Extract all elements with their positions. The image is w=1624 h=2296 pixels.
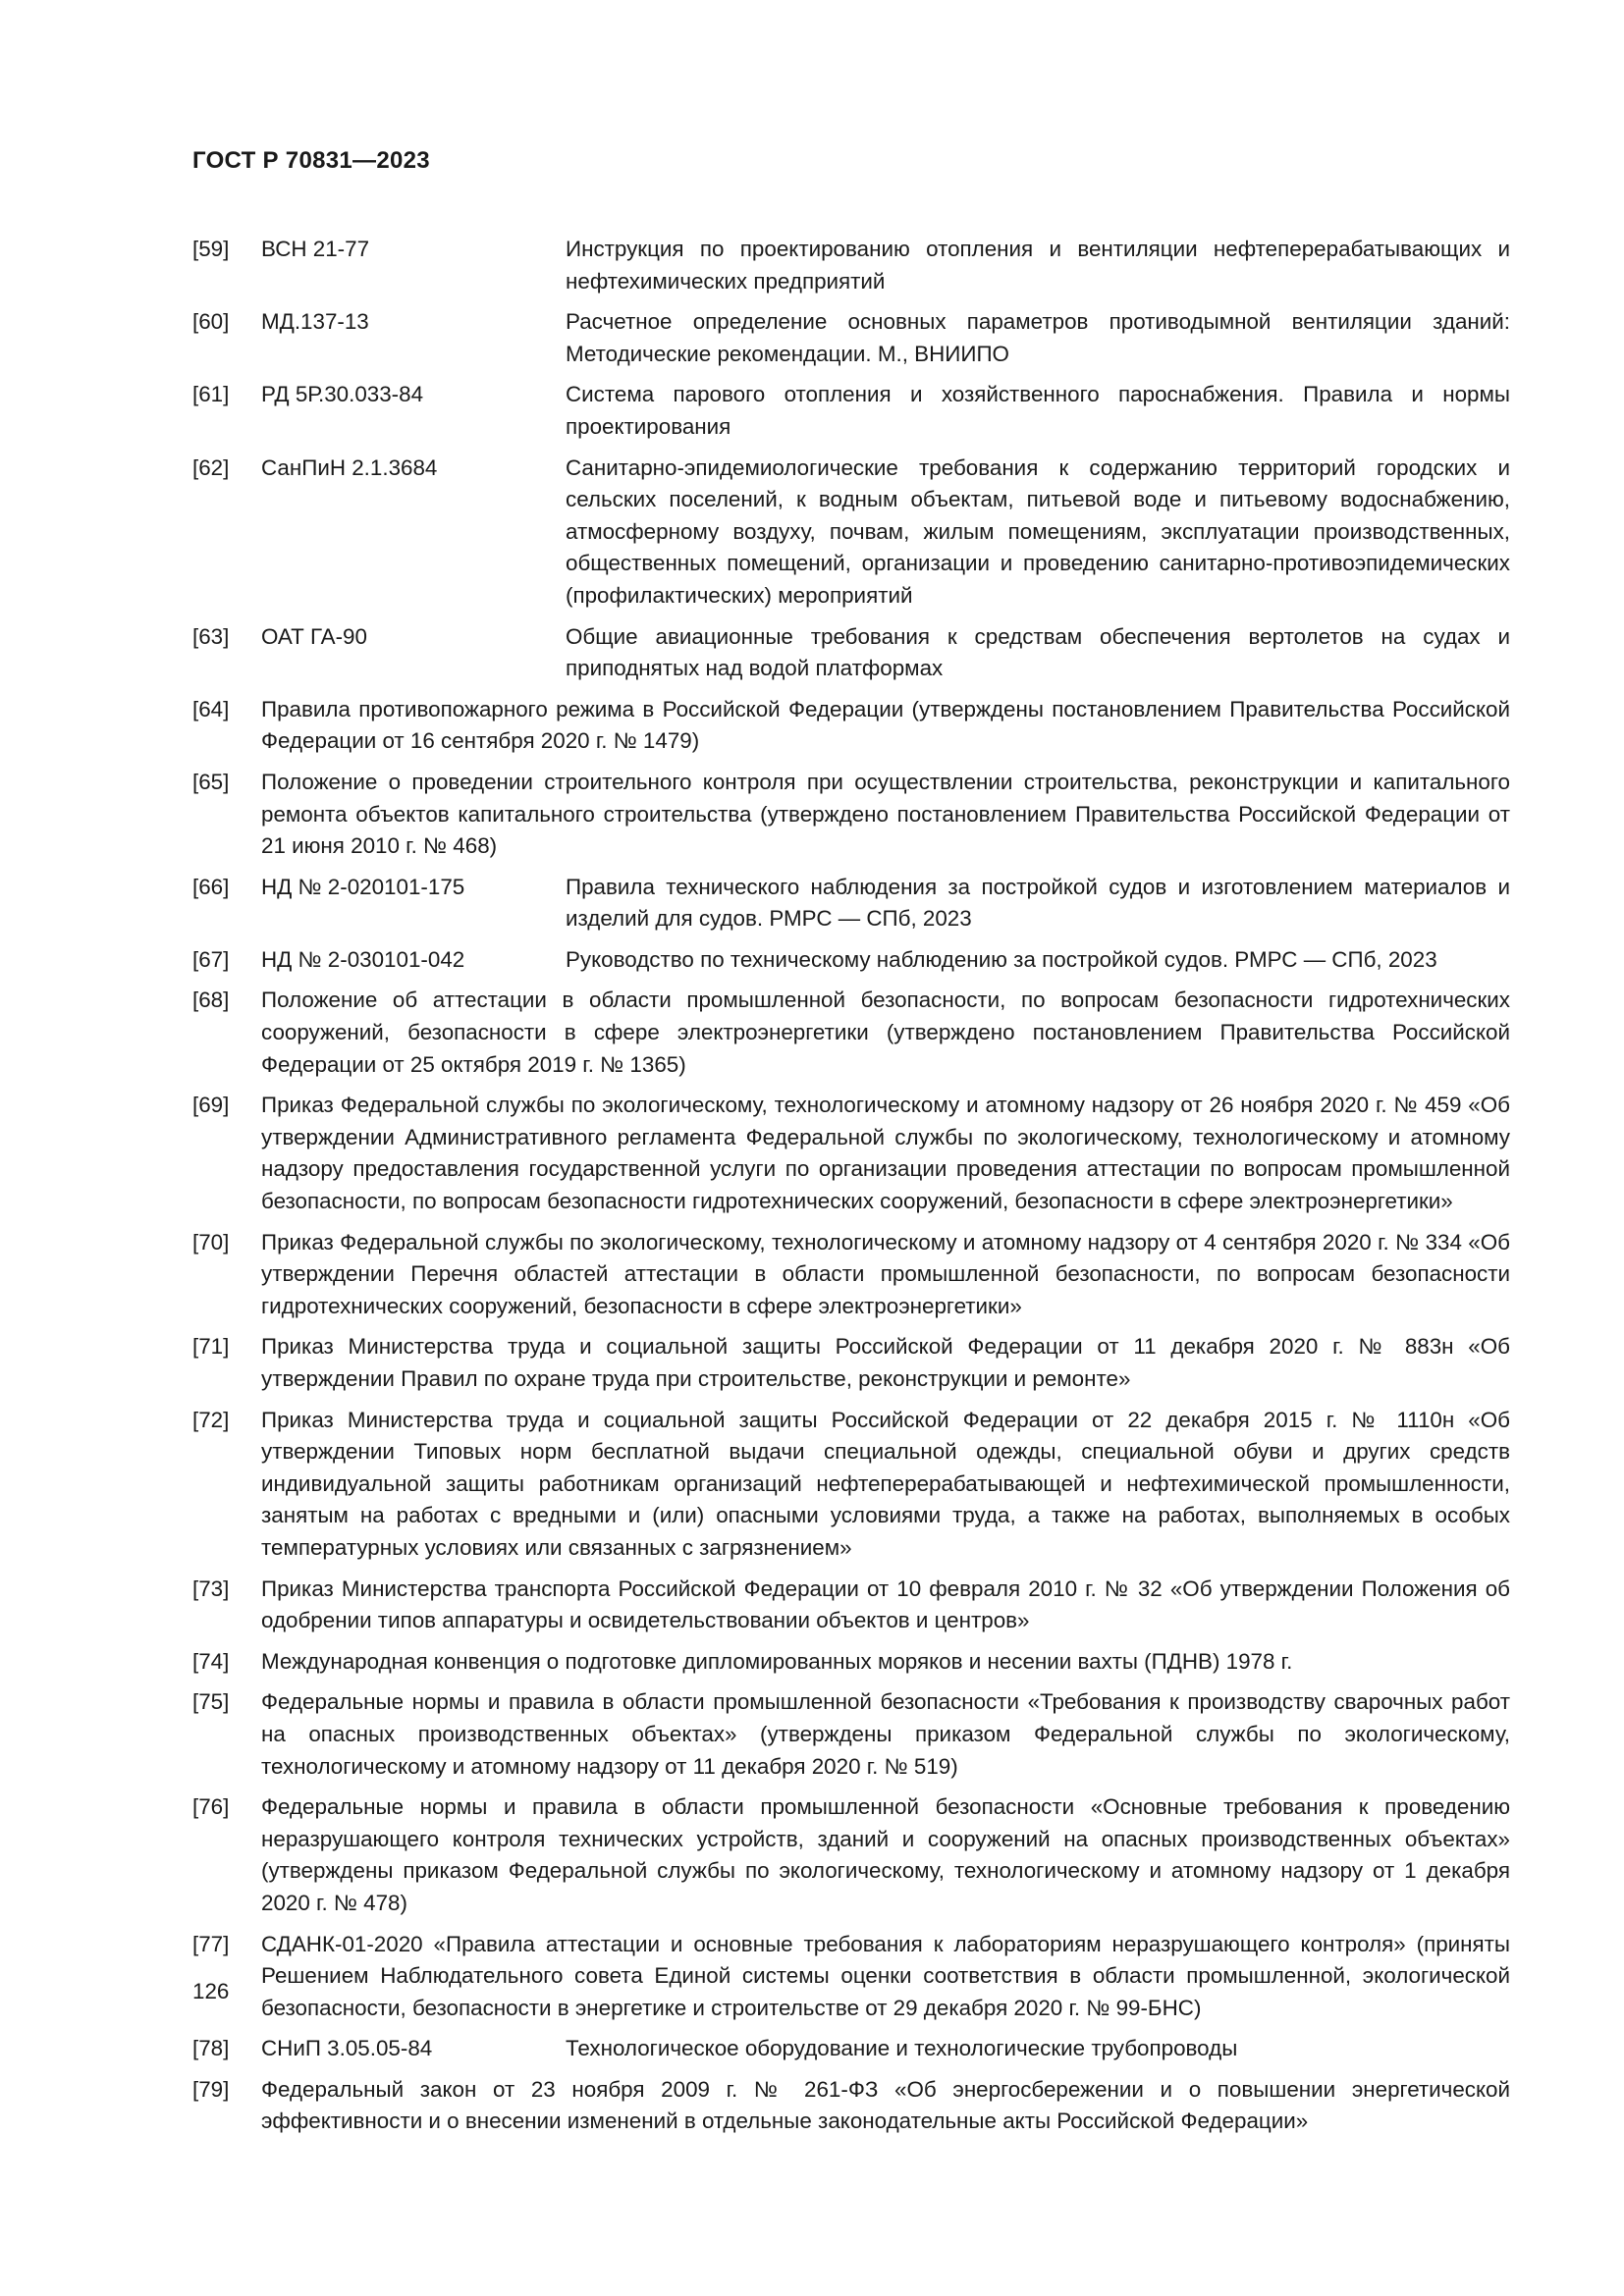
reference-text: Федеральный закон от 23 ноября 2009 г. № 261-ФЗ «Об энергосбережении и о повышении энергетической эффективности и о внесении изменений в отдельные законодательные акты Российской Федерации»: [261, 2076, 1510, 2134]
reference-text: Система парового отопления и хозяйственного пароснабжения. Правила и нормы проектирования: [566, 382, 1510, 439]
reference-item: [192, 379, 1510, 443]
reference-item: [192, 2033, 1510, 2065]
reference-number: [65]: [192, 769, 230, 794]
reference-code: СНиП 3.05.05-84: [261, 2036, 433, 2061]
reference-code: НД № 2-020101-175: [261, 874, 465, 899]
reference-list: [192, 234, 1510, 2147]
reference-number: [79]: [192, 2076, 230, 2102]
reference-item: [192, 2074, 1510, 2138]
reference-code: СанПиН 2.1.3684: [261, 454, 438, 480]
document-header: ГОСТ Р 70831—2023: [192, 147, 430, 174]
reference-text: Руководство по техническому наблюдению за постройкой судов. РМРС — СПб, 2023: [566, 946, 1437, 972]
reference-item: [192, 621, 1510, 685]
reference-text: Инструкция по проектированию отопления и вентиляции нефтеперерабатывающих и нефтехимических предприятий: [566, 237, 1510, 294]
reference-number: [63]: [192, 623, 230, 649]
reference-item: [192, 1686, 1510, 1783]
reference-number: [62]: [192, 454, 230, 480]
reference-item: [192, 694, 1510, 758]
reference-code: РД 5Р.30.033-84: [261, 382, 424, 407]
reference-item: [192, 1929, 1510, 2025]
reference-number: [61]: [192, 382, 230, 407]
reference-text: Положение об аттестации в области промышленной безопасности, по вопросам безопасности гидротехнических сооружений, безопасности в сфере электроэнергетики (утверждено постановлением Правительства Российской Федерации от 25 октября 2019 г. № 1365): [261, 988, 1510, 1077]
reference-item: [192, 944, 1510, 977]
reference-number: [72]: [192, 1407, 230, 1432]
reference-number: [66]: [192, 874, 230, 899]
reference-item: [192, 1791, 1510, 1919]
reference-text: Правила технического наблюдения за постройкой судов и изготовлением материалов и изделий для судов. РМРС — СПб, 2023: [566, 874, 1510, 932]
reference-text: Федеральные нормы и правила в области промышленной безопасности «Основные требования к проведению неразрушающего контроля технических устройств, зданий и сооружений на опасных производственных объектах» (утверждены приказом Федеральной службы по экологическому, технологическому и атомному надзору от 1 декабря 2020 г. № 478): [261, 1794, 1510, 1915]
reference-number: [71]: [192, 1334, 230, 1360]
reference-code: НД № 2-030101-042: [261, 946, 465, 972]
reference-item: [192, 1405, 1510, 1565]
reference-item: [192, 985, 1510, 1081]
reference-text: Санитарно-эпидемиологические требования к содержанию территорий городских и сельских поселений, к водным объектам, питьевой воде и питьевому водоснабжению, атмосферному воздуху, почвам, жилым помещениям, эксплуатации производственных, общественных помещений, организации и проведению санитарно-противоэпидемических (профилактических) мероприятий: [566, 454, 1510, 608]
reference-item: [192, 453, 1510, 613]
reference-item: [192, 1331, 1510, 1395]
reference-item: [192, 872, 1510, 935]
reference-text: Общие авиационные требования к средствам обеспечения вертолетов на судах и приподнятых над водой платформах: [566, 623, 1510, 681]
reference-number: [70]: [192, 1229, 230, 1255]
reference-code: ВСН 21-77: [261, 237, 370, 261]
page-number: 126: [192, 1979, 230, 2003]
reference-text: Положение о проведении строительного контроля при осуществлении строительства, реконструкции и капитального ремонта объектов капитального строительства (утверждено постановлением Правительства Российской Федерации от 21 июня 2010 г. № 468): [261, 769, 1510, 859]
reference-text: Приказ Министерства транспорта Российской Федерации от 10 февраля 2010 г. № 32 «Об утверждении Положения об одобрении типов аппаратуры и освидетельствовании объектов и центров»: [261, 1575, 1510, 1633]
reference-text: Международная конвенция о подготовке дипломированных моряков и несении вахты (ПДНВ) 1978 г.: [261, 1648, 1293, 1674]
reference-code: МД.137-13: [261, 309, 369, 335]
reference-text: Федеральные нормы и правила в области промышленной безопасности «Требования к производству сварочных работ на опасных производственных объектах» (утверждены приказом Федеральной службы по экологическому, технологическому и атомному надзору от 11 декабря 2020 г. № 519): [261, 1689, 1510, 1779]
reference-number: [75]: [192, 1689, 230, 1715]
reference-number: [69]: [192, 1093, 230, 1118]
reference-item: [192, 1090, 1510, 1217]
reference-item: [192, 306, 1510, 370]
reference-number: [59]: [192, 237, 230, 261]
reference-text: Приказ Министерства труда и социальной защиты Российской Федерации от 11 декабря 2020 г. № 883н «Об утверждении Правил по охране труда при строительстве, реконструкции и ремонте»: [261, 1334, 1510, 1391]
reference-number: [64]: [192, 696, 230, 721]
reference-number: [74]: [192, 1648, 230, 1674]
reference-item: [192, 767, 1510, 863]
reference-number: [76]: [192, 1794, 230, 1820]
reference-item: [192, 234, 1510, 297]
reference-text: Технологическое оборудование и технологические трубопроводы: [566, 2036, 1238, 2061]
reference-number: [73]: [192, 1575, 230, 1601]
reference-text: СДАНК-01-2020 «Правила аттестации и основные требования к лабораториям неразрушающего контроля» (приняты Решением Наблюдательного совета Единой системы оценки соответствия в области промышленной, экологической безопасности, безопасности в энергетике и строительстве от 29 декабря 2020 г. № 99-БНС): [261, 1931, 1510, 2020]
reference-item: [192, 1227, 1510, 1323]
reference-text: Расчетное определение основных параметров противодымной вентиляции зданий: Методические рекомендации. М., ВНИИПО: [566, 309, 1510, 366]
reference-text: Правила противопожарного режима в Российской Федерации (утверждены постановлением Правительства Российской Федерации от 16 сентября 2020 г. № 1479): [261, 696, 1510, 754]
reference-item: [192, 1574, 1510, 1637]
reference-number: [78]: [192, 2036, 230, 2061]
reference-item: [192, 1646, 1510, 1679]
reference-number: [60]: [192, 309, 230, 335]
reference-text: Приказ Федеральной службы по экологическому, технологическому и атомному надзору от 4 сентября 2020 г. № 334 «Об утверждении Перечня областей аттестации в области промышленной безопасности, по вопросам безопасности гидротехнических сооружений, безопасности в сфере электроэнергетики»: [261, 1229, 1510, 1318]
reference-text: Приказ Федеральной службы по экологическому, технологическому и атомному надзору от 26 ноября 2020 г. № 459 «Об утверждении Административного регламента Федеральной службы по экологическому, технологическому и атомному надзору предоставления государственной услуги по организации проведения аттестации по вопросам промышленной безопасности, по вопросам безопасности гидротехнических сооружений, безопасности в сфере электроэнергетики»: [261, 1093, 1510, 1214]
reference-number: [68]: [192, 988, 230, 1013]
reference-number: [77]: [192, 1931, 230, 1956]
reference-code: ОАТ ГА-90: [261, 623, 367, 649]
reference-text: Приказ Министерства труда и социальной защиты Российской Федерации от 22 декабря 2015 г. № 1110н «Об утверждении Типовых норм бесплатной выдачи специальной одежды, специальной обуви и других средств индивидуальной защиты работникам организаций нефтеперерабатывающей и нефтехимической промышленности, занятым на работах с вредными и (или) опасными условиями труда, а также на работах, выполняемых в особых температурных условиях или связанных с загрязнением»: [261, 1407, 1510, 1560]
reference-number: [67]: [192, 946, 230, 972]
